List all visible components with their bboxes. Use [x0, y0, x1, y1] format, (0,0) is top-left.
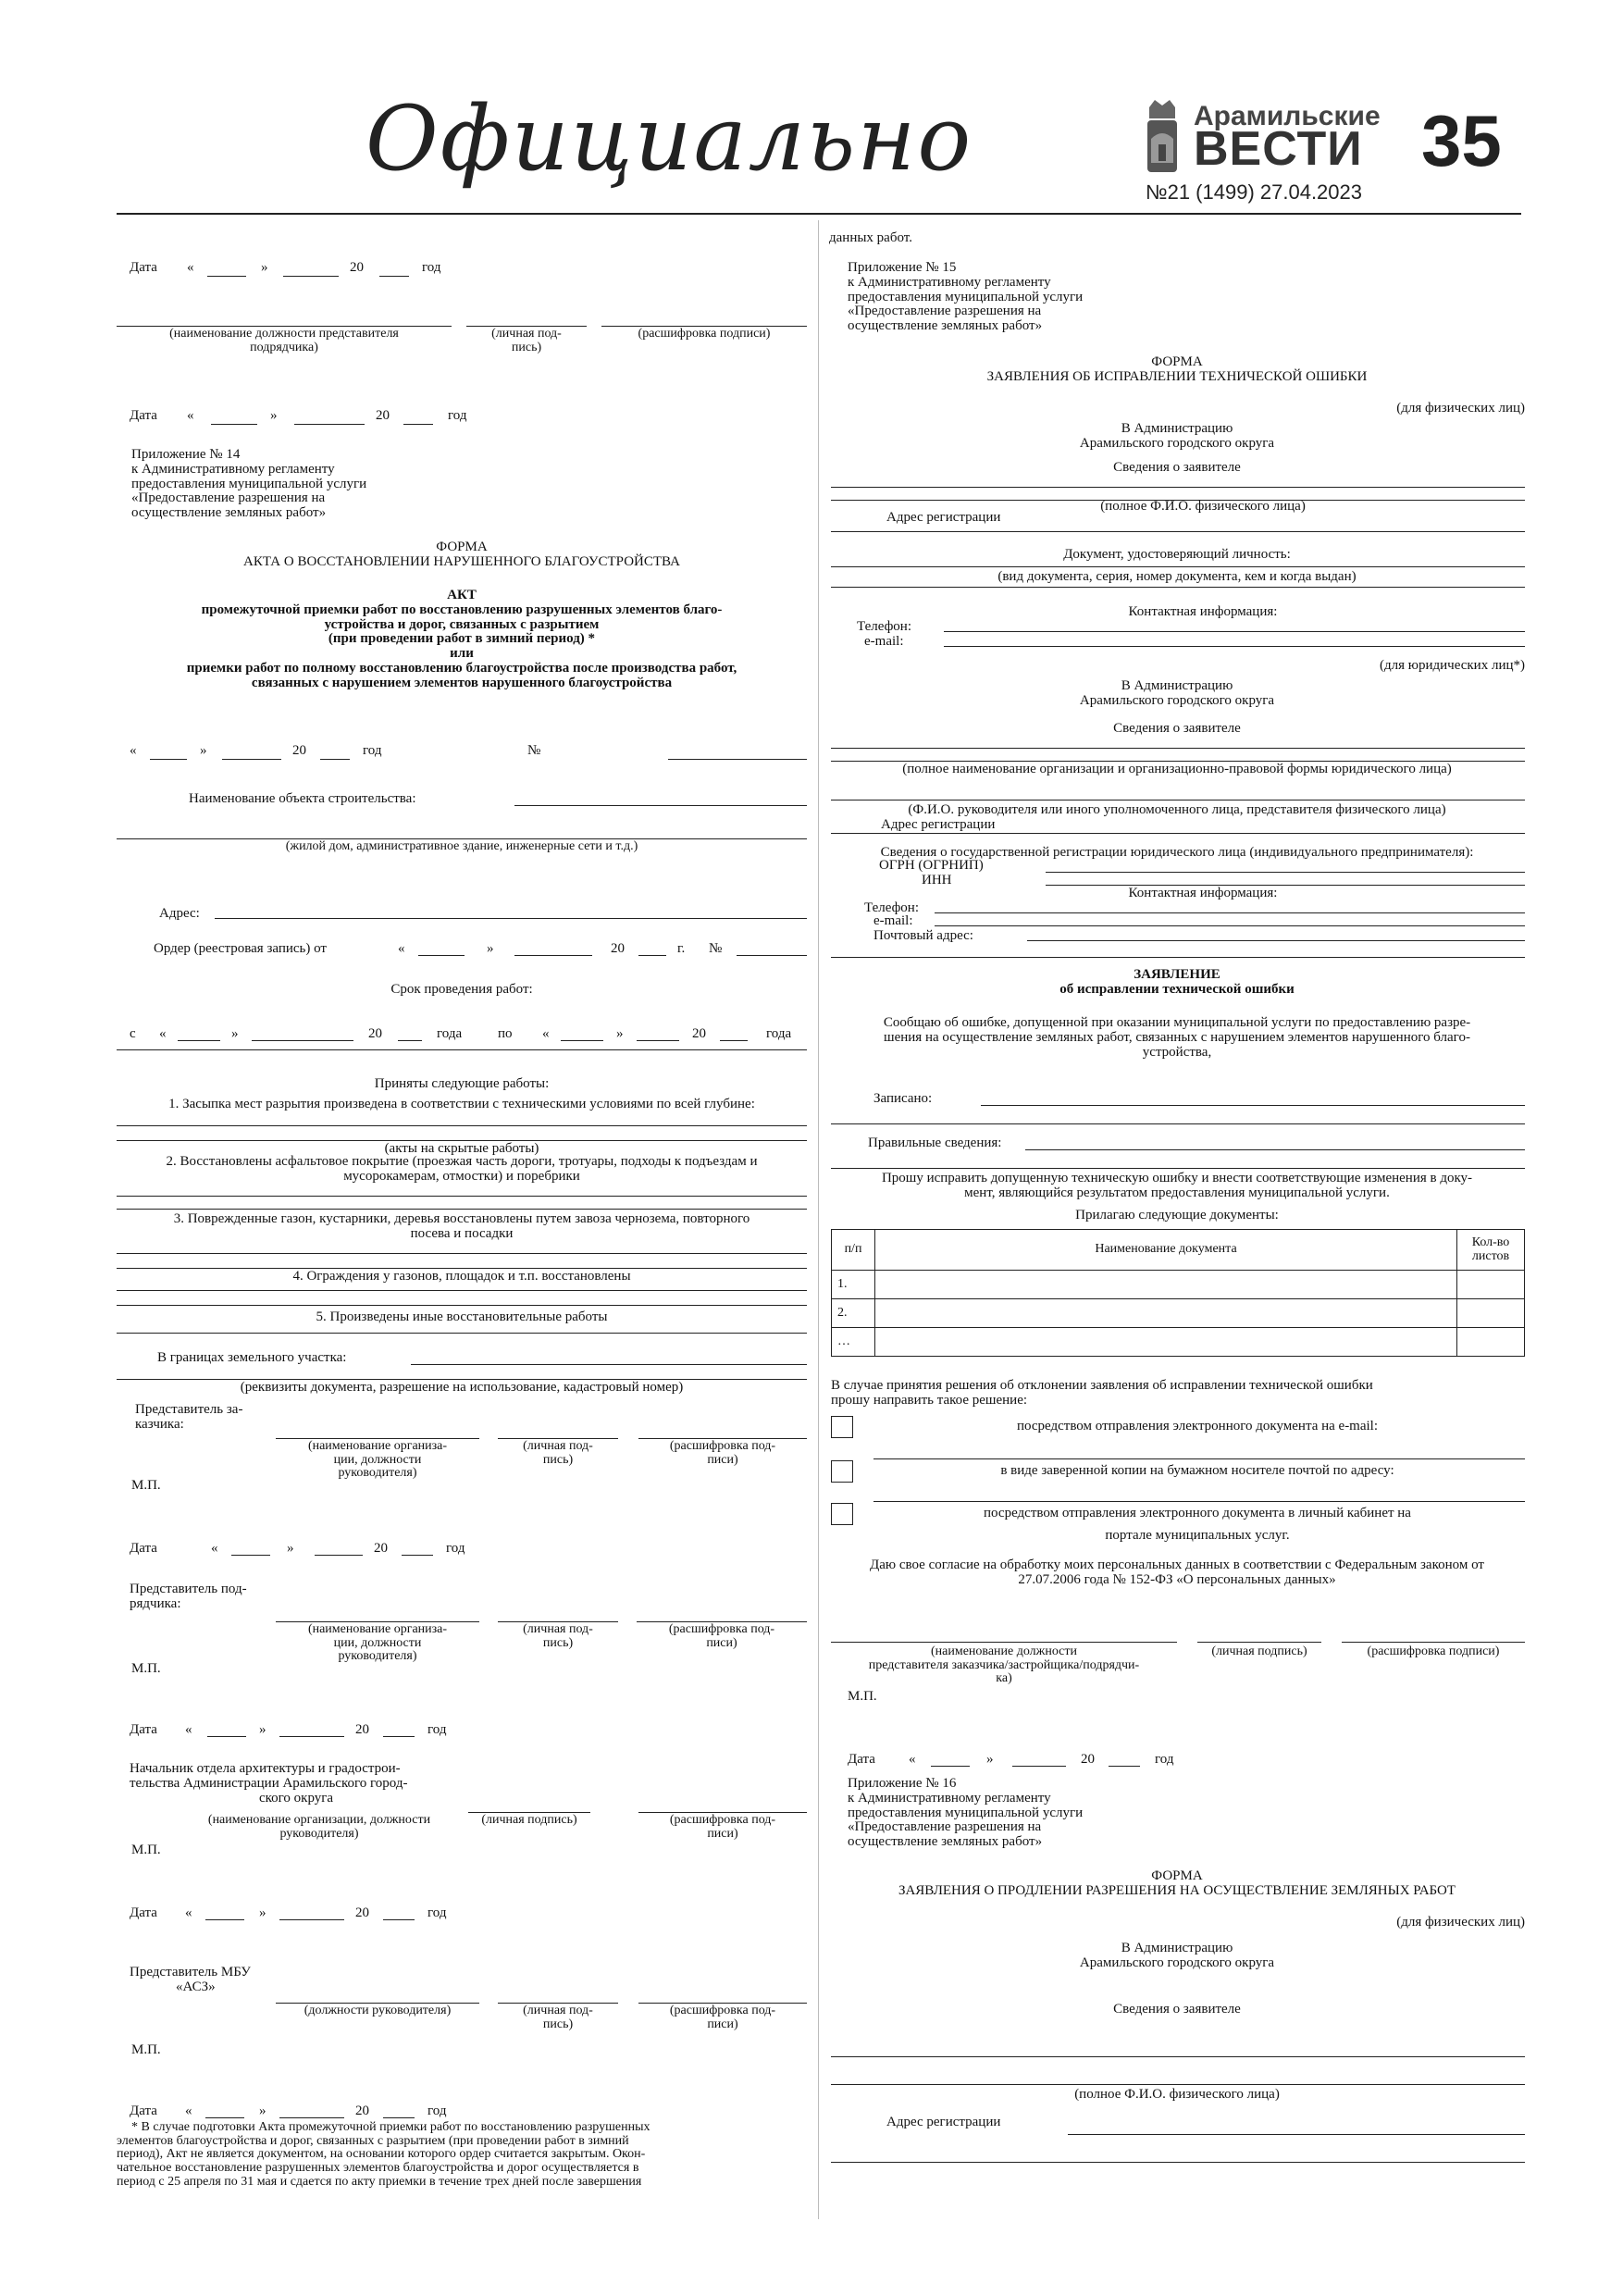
year-label: год — [1155, 1752, 1174, 1767]
phone-field[interactable] — [944, 631, 1525, 632]
month-field[interactable] — [294, 424, 365, 425]
sig-hint: (расшифровка под- писи) — [669, 1439, 776, 1467]
month-field[interactable] — [315, 1555, 363, 1556]
sig-hint: (личная под- пись) — [523, 1439, 593, 1467]
month-field[interactable] — [279, 2117, 344, 2118]
period-label: Срок проведения работ: — [390, 982, 533, 997]
address-field[interactable] — [831, 531, 1525, 532]
addressee: В Администрацию Арамильского городского округа — [1079, 678, 1275, 708]
cell[interactable] — [875, 1271, 1457, 1299]
day-field[interactable] — [418, 955, 465, 956]
year-field[interactable] — [638, 955, 666, 956]
fio-field[interactable] — [831, 2056, 1525, 2057]
correct-field[interactable] — [831, 1168, 1525, 1169]
number-label: № — [527, 743, 541, 758]
table-row[interactable] — [832, 1328, 1525, 1357]
table-row[interactable] — [832, 1299, 1525, 1328]
year-prefix: 20 — [350, 260, 364, 275]
number-label: № — [709, 941, 723, 956]
stamp-label: М.П. — [848, 1689, 877, 1704]
month-field[interactable] — [252, 1040, 353, 1041]
applicant-info: Сведения о заявителе — [1113, 460, 1241, 475]
year-label: год — [446, 1541, 465, 1556]
form-label: ФОРМА ЗАЯВЛЕНИЯ О ПРОДЛЕНИИ РАЗРЕШЕНИЯ НА ОСУЩЕСТВЛЕНИЕ ЗЕМЛЯНЫХ РАБОТ — [898, 1868, 1456, 1898]
cell: … — [832, 1328, 875, 1357]
year-prefix: 20 — [376, 408, 390, 423]
year-field[interactable] — [398, 1040, 422, 1041]
section-title: Официально — [365, 87, 973, 191]
sig-hint: (личная под- пись) — [523, 2004, 593, 2031]
sig-hint: (личная под- пись) — [491, 327, 562, 354]
id-doc-field[interactable] — [831, 566, 1525, 567]
work-line[interactable] — [117, 1125, 807, 1126]
quote-open: « — [185, 1722, 192, 1737]
coat-of-arms-icon — [1146, 98, 1179, 176]
stamp-label: М.П. — [131, 1661, 161, 1676]
stamp-label: М.П. — [131, 1478, 161, 1493]
quote-open: « — [130, 743, 137, 758]
correct-label: Правильные сведения: — [868, 1136, 1002, 1150]
work-line[interactable] — [117, 1333, 807, 1334]
sig-hint: (расшифровка под- писи) — [668, 1622, 775, 1650]
form-label: ФОРМА АКТА О ВОССТАНОВЛЕНИИ НАРУШЕННОГО БЛАГОУСТРОЙСТВА — [243, 540, 680, 569]
year-label: года — [437, 1026, 463, 1041]
year-field[interactable] — [379, 276, 409, 277]
fio-field[interactable] — [831, 2084, 1525, 2085]
year-field[interactable] — [720, 1040, 748, 1041]
year-field[interactable] — [1109, 1766, 1140, 1767]
year-field[interactable] — [383, 2117, 415, 2118]
plot-field[interactable] — [411, 1364, 807, 1365]
quote-close: » — [261, 260, 268, 275]
address-label: Адрес регистрации — [886, 2115, 1001, 2129]
email-label: e-mail: — [873, 913, 913, 928]
year-field[interactable] — [403, 424, 433, 425]
date-label: Дата — [130, 1905, 157, 1920]
work-line[interactable] — [117, 1196, 807, 1197]
option-cabinet-checkbox[interactable] — [831, 1503, 853, 1525]
postal-field[interactable] — [1027, 940, 1525, 941]
address-field[interactable] — [1068, 2134, 1525, 2135]
col-sheets: Кол-во листов — [1457, 1230, 1525, 1271]
year-field[interactable] — [402, 1555, 433, 1556]
option-mail-checkbox[interactable] — [831, 1460, 853, 1483]
ogrn-field[interactable] — [1046, 872, 1525, 873]
sig-hint: (расшифровка под- писи) — [669, 2004, 776, 2031]
quote-close: » — [986, 1752, 994, 1767]
head-hint: (Ф.И.О. руководителя или иного уполномоченного лица, представителя физического лица) — [908, 802, 1446, 817]
application-heading: ЗАЯВЛЕНИЕ об исправлении технической ошибки — [1059, 967, 1295, 997]
day-field[interactable] — [231, 1555, 270, 1556]
act-heading: АКТ промежуточной приемки работ по восстановлению разрушенных элементов благо- устройства и дорог, связанных с разрытием (при проведении работ в зимний период) * или приемки работ по полному восстановлению благоустройства после производства работ, связанных с нарушением элементов нарушенного благоустройства — [186, 588, 737, 690]
month-field[interactable] — [283, 276, 339, 277]
org-field[interactable] — [831, 748, 1525, 749]
option-email-field[interactable] — [873, 1458, 1525, 1459]
appendix-16: Приложение № 16 к Административному регламенту предоставления муниципальной услуги «Предоставление разрешения на осуществление земляных работ» — [848, 1776, 1084, 1849]
day-field[interactable] — [150, 759, 187, 760]
quote-close: » — [487, 941, 494, 956]
work-4: 4. Ограждения у газонов, площадок и т.п. восстановлены — [292, 1269, 631, 1284]
year-field[interactable] — [383, 1919, 415, 1920]
quote-close: » — [259, 2104, 266, 2118]
appendix-15: Приложение № 15 к Административному регламенту предоставления муниципальной услуги «Предоставление разрешения на осуществление земляных работ» — [848, 260, 1084, 333]
month-field[interactable] — [279, 1736, 344, 1737]
quote-close: » — [287, 1541, 294, 1556]
work-1: 1. Засыпка мест разрытия произведена в соответствии с техническими условиями по всей глубине: — [168, 1097, 755, 1111]
works-label: Приняты следующие работы: — [374, 1076, 550, 1091]
year-prefix: 20 — [692, 1026, 706, 1041]
quote-close: » — [231, 1026, 239, 1041]
sig-hint: (наименование должности представителя заказчика/застройщика/подрядчи- ка) — [868, 1644, 1140, 1686]
quote-open: « — [542, 1026, 550, 1041]
quote-close: » — [259, 1905, 266, 1920]
sig-hint: (личная под- пись) — [523, 1622, 593, 1650]
year-label: год — [427, 1905, 447, 1920]
sig-hint: (должности руководителя) — [304, 2004, 452, 2017]
contractor-rep-label: Представитель под- рядчика: — [130, 1582, 247, 1611]
sig-hint: (наименование организа- ции, должности руководителя) — [307, 1622, 448, 1664]
address-label: Адрес регистрации — [881, 817, 996, 832]
customer-rep-label: Представитель за- казчика: — [135, 1402, 243, 1432]
phone-label: Телефон: — [864, 900, 919, 915]
object-field[interactable] — [514, 805, 807, 806]
brand-main: ВЕСТИ — [1194, 122, 1363, 176]
day-field[interactable] — [205, 2117, 244, 2118]
date-label: Дата — [130, 408, 157, 423]
day-field[interactable] — [207, 1736, 246, 1737]
contact-label: Контактная информация: — [1128, 886, 1278, 900]
day-field[interactable] — [205, 1919, 244, 1920]
sig-hint: (расшифровка подписи) — [1367, 1644, 1500, 1658]
date-label: Дата — [130, 1541, 157, 1556]
option-email-checkbox[interactable] — [831, 1416, 853, 1438]
year-label: год — [448, 408, 467, 423]
quote-close: » — [259, 1722, 266, 1737]
option-cabinet-label: посредством отправления электронного документа в личный кабинет на портале муниципальных услуг. — [984, 1506, 1411, 1543]
header-rule — [117, 213, 1521, 215]
continued-text: данных работ. — [829, 230, 912, 245]
month-field[interactable] — [279, 1919, 344, 1920]
inn-field[interactable] — [1046, 885, 1525, 886]
cell: 1. — [832, 1271, 875, 1299]
day-field[interactable] — [561, 1040, 603, 1041]
documents-table — [831, 1229, 1525, 1357]
date-label: Дата — [130, 1722, 157, 1737]
sig-hint: (расшифровка под- писи) — [669, 1813, 776, 1841]
col-doc-name: Наименование документа — [875, 1230, 1457, 1271]
cell: 2. — [832, 1299, 875, 1328]
phone-field[interactable] — [935, 912, 1525, 913]
ogrn-label: ОГРН (ОГРНИП) — [879, 858, 984, 873]
day-field[interactable] — [931, 1766, 970, 1767]
col-num: п/п — [832, 1230, 875, 1271]
to-label: по — [498, 1026, 513, 1041]
contact-label: Контактная информация: — [1128, 604, 1278, 619]
email-field[interactable] — [944, 646, 1525, 647]
year-label: год — [422, 260, 441, 275]
quote-close: » — [270, 408, 278, 423]
inn-label: ИНН — [922, 873, 952, 887]
quote-open: « — [185, 1905, 192, 1920]
footnote: * В случае подготовки Акта промежуточной приемки работ по восстановлению разрушенных элементов благоустройства и дорог, связанных с разрытием (при проведении работ в зимний период), Акт не является документом, на основании которого ордер считается закрытым. Окон- чательное восстановление разрушенных элементов благоустройства и дорог осуществляется в период с 25 апреля по 31 мая и сдается по акту приемки в течение трех дней после завершения — [117, 2120, 650, 2189]
year-label: год — [427, 2104, 447, 2118]
sig-hint: (наименование организации, должности руководителя) — [207, 1813, 431, 1841]
sig-hint: (наименование должности представителя подрядчика) — [169, 327, 399, 354]
correction-request: Прошу исправить допущенную техническую ошибку и внести соответствующие изменения в доку- мент, являющийся результатом предоставления муниципальной услуги. — [881, 1171, 1473, 1200]
month-field[interactable] — [514, 955, 592, 956]
year-label: год — [363, 743, 382, 758]
day-field[interactable] — [207, 276, 246, 277]
work-5: 5. Произведены иные восстановительные работы — [316, 1309, 608, 1324]
work-2: 2. Восстановлены асфальтовое покрытие (проезжая часть дороги, тротуары, подходы к подъездам и мусорокамерам, отмостки) и поребрики — [166, 1154, 758, 1184]
act-number-field[interactable] — [668, 759, 807, 760]
signature-line[interactable] — [1197, 1642, 1321, 1643]
stamp-label: М.П. — [131, 1843, 161, 1857]
g-label: г. — [677, 941, 686, 956]
applicant-type: (для физических лиц) — [1396, 401, 1525, 416]
quote-open: « — [187, 260, 194, 275]
appendix-14: Приложение № 14 к Административному регламенту предоставления муниципальной услуги «Предоставление разрешения на осуществление земляных работ» — [131, 447, 367, 520]
fio-hint: (полное Ф.И.О. физического лица) — [1100, 499, 1306, 514]
quote-close: » — [616, 1026, 624, 1041]
year-label: год — [427, 1722, 447, 1737]
signature-line[interactable] — [1342, 1642, 1525, 1643]
column-divider — [818, 220, 819, 2219]
addressee: В Администрацию Арамильского городского округа — [1079, 1941, 1275, 1970]
id-doc-label: Документ, удостоверяющий личность: — [1063, 547, 1291, 562]
work-3: 3. Поврежденные газон, кустарники, деревья восстановлены путем завоза чернозема, повторного посева и посадки — [173, 1211, 750, 1241]
error-report: Сообщаю об ошибке, допущенной при оказании муниципальной услуги по предоставлению разре- шения на осуществление земляных работ, связанных с нарушением элементов нарушенного благо- устройства, — [883, 1015, 1471, 1060]
recorded-label: Записано: — [873, 1091, 933, 1106]
registration-label: Сведения о государственной регистрации юридического лица (индивидуального предпринимателя): — [880, 845, 1474, 860]
id-doc-hint: (вид документа, серия, номер документа, кем и когда выдан) — [997, 569, 1357, 584]
sig-hint: (расшифровка подписи) — [638, 327, 771, 341]
plot-label: В границах земельного участка: — [157, 1350, 347, 1365]
applicant-info: Сведения о заявителе — [1113, 721, 1241, 736]
year-prefix: 20 — [355, 2104, 369, 2118]
attach-label: Прилагаю следующие документы: — [1075, 1208, 1279, 1222]
year-field[interactable] — [383, 1736, 415, 1737]
quote-open: « — [185, 2104, 192, 2118]
date-label: Дата — [130, 260, 157, 275]
order-label: Ордер (реестровая запись) от — [154, 941, 327, 956]
cell[interactable] — [1457, 1328, 1525, 1357]
plot-hint: (реквизиты документа, разрешение на использование, кадастровый номер) — [240, 1380, 684, 1395]
year-prefix: 20 — [292, 743, 306, 758]
year-prefix: 20 — [611, 941, 625, 956]
sig-hint: (личная подпись) — [1211, 1644, 1307, 1658]
quote-open: « — [187, 408, 194, 423]
consent-text: Даю свое согласие на обработку моих персональных данных в соответствии с Федеральным законом от 27.07.2006 года № 152-ФЗ «О персональных данных» — [870, 1558, 1484, 1587]
year-field[interactable] — [320, 759, 350, 760]
phone-label: Телефон: — [857, 619, 911, 634]
from-label: с — [130, 1026, 136, 1041]
date-label: Дата — [130, 2104, 157, 2118]
applicant-type: (для юридических лиц*) — [1380, 658, 1525, 673]
cell[interactable] — [875, 1299, 1457, 1328]
month-field[interactable] — [1012, 1766, 1066, 1767]
recorded-field[interactable] — [981, 1105, 1525, 1106]
brand-top: Арамильские — [1194, 101, 1381, 131]
object-label: Наименование объекта строительства: — [189, 791, 416, 806]
addressee: В Администрацию Арамильского городского округа — [1079, 421, 1275, 451]
address-field[interactable] — [831, 833, 1525, 834]
applicant-info: Сведения о заявителе — [1113, 2002, 1241, 2017]
year-prefix: 20 — [355, 1905, 369, 1920]
period-rule — [117, 1049, 807, 1050]
cell[interactable] — [1457, 1299, 1525, 1328]
quote-open: « — [211, 1541, 218, 1556]
address-field[interactable] — [215, 918, 807, 919]
signature-line[interactable] — [831, 1642, 1177, 1643]
work-1-hint: (акты на скрытые работы) — [384, 1141, 539, 1156]
org-hint: (полное наименование организации и организационно-правовой формы юридического лица) — [902, 762, 1452, 776]
work-line[interactable] — [117, 1290, 807, 1291]
quote-open: « — [159, 1026, 167, 1041]
applicant-type: (для физических лиц) — [1396, 1915, 1525, 1930]
address-field[interactable] — [831, 2162, 1525, 2163]
dept-head-label: Начальник отдела архитектуры и градострои- тельства Администрации Арамильского город- ского округа — [130, 1761, 408, 1806]
email-field[interactable] — [935, 925, 1525, 926]
table-row[interactable] — [832, 1271, 1525, 1299]
fio-hint: (полное Ф.И.О. физического лица) — [1074, 2087, 1280, 2102]
quote-open: « — [398, 941, 405, 956]
work-line[interactable] — [117, 1209, 807, 1210]
sig-hint: (личная подпись) — [481, 1813, 577, 1827]
year-prefix: 20 — [374, 1541, 388, 1556]
date-label: Дата — [848, 1752, 875, 1767]
stamp-label: М.П. — [131, 2042, 161, 2057]
form-label: ФОРМА ЗАЯВЛЕНИЯ ОБ ИСПРАВЛЕНИИ ТЕХНИЧЕСКОЙ ОШИБКИ — [986, 354, 1368, 384]
month-field[interactable] — [637, 1040, 679, 1041]
correct-field[interactable] — [1025, 1149, 1525, 1150]
month-field[interactable] — [222, 759, 281, 760]
address-label: Адрес регистрации — [886, 510, 1001, 525]
year-label: года — [766, 1026, 792, 1041]
section-rule — [831, 957, 1525, 958]
page-number: 35 — [1421, 100, 1502, 181]
cell[interactable] — [1457, 1271, 1525, 1299]
address-label: Адрес: — [159, 906, 200, 921]
issue-info: №21 (1499) 27.04.2023 — [1146, 180, 1362, 204]
object-hint: (жилой дом, административное здание, инженерные сети и т.д.) — [285, 839, 638, 853]
quote-close: » — [200, 743, 207, 758]
option-email-label: посредством отправления электронного документа на e-mail: — [1016, 1419, 1379, 1433]
postal-label: Почтовый адрес: — [873, 928, 973, 943]
rejection-delivery: В случае принятия решения об отклонении заявления об исправлении технической ошибки прошу направить такое решение: — [831, 1378, 1373, 1408]
recorded-field[interactable] — [831, 1123, 1525, 1124]
year-prefix: 20 — [355, 1722, 369, 1737]
id-doc-field[interactable] — [831, 587, 1525, 588]
mbu-rep-label: Представитель МБУ «АСЗ» — [130, 1965, 251, 1994]
option-mail-label: в виде заверенной копии на бумажном носителе почтой по адресу: — [1000, 1463, 1394, 1478]
day-field[interactable] — [178, 1040, 220, 1041]
work-line[interactable] — [117, 1305, 807, 1306]
year-prefix: 20 — [368, 1026, 382, 1041]
email-label: e-mail: — [864, 634, 904, 649]
quote-open: « — [909, 1752, 916, 1767]
sig-hint: (наименование организа- ции, должности руководителя) — [307, 1439, 448, 1481]
day-field[interactable] — [211, 424, 257, 425]
year-prefix: 20 — [1081, 1752, 1095, 1767]
work-line[interactable] — [117, 1253, 807, 1254]
option-mail-field[interactable] — [873, 1501, 1525, 1502]
cell[interactable] — [875, 1328, 1457, 1357]
order-number-field[interactable] — [737, 955, 807, 956]
fio-field[interactable] — [831, 487, 1525, 488]
